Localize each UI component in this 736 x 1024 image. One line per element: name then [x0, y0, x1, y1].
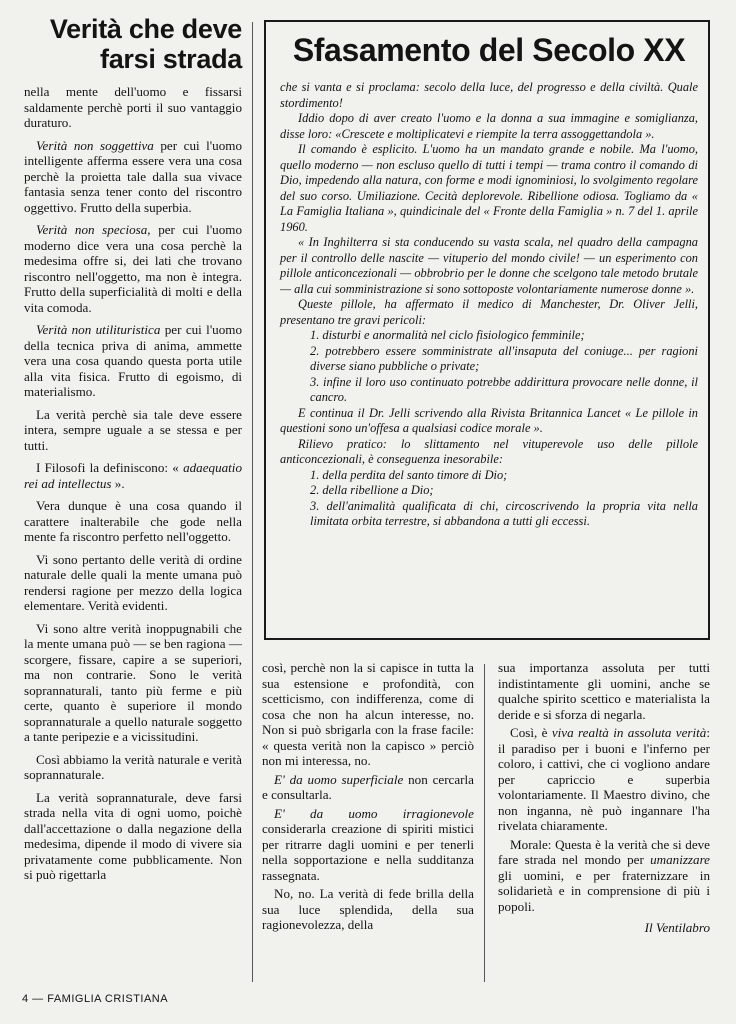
box-list-item: 1. della perdita del santo timore di Dio;: [310, 467, 508, 482]
left-paragraph: La verità soprannaturale, deve farsi strada nella vita di ogni uomo, poichè dall'accettazione o dalla negazione della medesima, dipende il modo di vivere sia privatamente come pubblicamente. Non si può rigettarla: [24, 789, 242, 882]
box-headline: Sfasamento del Secolo XX: [292, 32, 686, 68]
middle-paragraph: No, no. La verità di fede brilla della sua luce splendida, della sua ragionevolezza, della: [262, 886, 474, 932]
left-article-body: [24, 84, 242, 883]
column-divider: [484, 664, 485, 982]
box-list-item: 3. infine il loro uso continuato potrebbe addirittura provocare nelle donne, il cancro.: [310, 374, 698, 404]
right-paragraph: sua importanza assoluta per tutti indistintamente gli uomini, anche se qualche spirito scettico e materialista la deride e si sforza di negarla.: [498, 660, 710, 722]
left-paragraph: Vera dunque è una cosa quando il carattere inalterabile che gode nella mente fa riscontro perfetto nell'oggetto.: [24, 498, 242, 544]
left-paragraph: Verità non utilituristica per cui l'uomo della tecnica priva di anima, ammette vera una cosa quando questa porta utile alla vita fisica. Frutto di egoismo, di materialismo.: [24, 322, 243, 399]
boxed-article: [264, 20, 710, 640]
box-list-item: 1. disturbi e anormalità nel ciclo fisiologico femminile;: [310, 328, 585, 342]
middle-column: [262, 660, 474, 936]
left-headline: Verità che deve farsi strada: [49, 14, 242, 74]
box-list-item: 2. della ribellione a Dio;: [310, 483, 434, 497]
box-paragraph: che si vanta e si proclama: secolo della luce, del progresso e della civiltà. Quale stordimento!: [280, 80, 698, 110]
middle-paragraph: E' da uomo irragionevole considerarla creazione di spiriti mistici per ritrarre dagli uomini e per tenerli nella sopportazione e nella sudditanza rassegnata.: [262, 805, 474, 883]
signature: Il Ventilabro: [644, 920, 710, 935]
middle-paragraph: E' da uomo superficiale non cercarla e consultarla.: [262, 771, 474, 802]
left-article: [24, 14, 242, 890]
left-paragraph: Verità non soggettiva per cui l'uomo intelligente afferma essere vera una cosa perchè la proietta tale dalla sua vivace fantasia senza tener conto del riscontro oggettivo. Frutto della superbia.: [24, 137, 242, 215]
box-paragraph: Il comando è esplicito. L'uomo ha un mandato grande e nobile. Ma l'uomo, quello moderno — non escluso quello di tutti i tempi — trama contro il comando di Dio, impedendo alla natura, con forme e modi ignominiosi, lo svolgimento regolare del suo corso. Umiliazione. Cecità deplorevole. Ribellione odiosa. Togliamo da « La Famiglia Italiana », quindicinale del « Fronte della Famiglia » n. 7 del 1. aprile 1960.: [280, 142, 698, 234]
column-divider: [252, 22, 253, 982]
left-paragraph: I Filosofi la definiscono: « adaequatio rei ad intellectus ».: [24, 460, 242, 491]
box-paragraph: Rilievo pratico: lo slittamento nel vituperevole uso delle pillole anticoncezionali, è conseguenza inesorabile:: [280, 436, 698, 466]
box-paragraph: E continua il Dr. Jelli scrivendo alla Rivista Britannica Lancet « Le pillole in questioni sono un'offesa a qualsiasi codice morale ».: [280, 405, 698, 435]
box-list-item: 2. potrebbero essere somministrate all'insaputa del coniuge... per ragioni diverse siano pubbliche o private;: [310, 343, 698, 373]
page-folio: 4 — FAMIGLIA CRISTIANA: [22, 993, 169, 1005]
left-paragraph: nella mente dell'uomo e fissarsi saldamente perchè porti il suo vantaggio duraturo.: [24, 84, 242, 130]
middle-paragraph: così, perchè non la si capisce in tutta la sua estensione e profondità, con scetticismo, con indifferenza, come di cosa che non ha alcun interesse, no. Non si può sbrigarla con la frase facile: « questa verità non la capisco » perciò non mi interessa, no.: [262, 660, 474, 768]
right-column: [498, 660, 710, 939]
left-paragraph: Verità non speciosa, per cui l'uomo moderno dice vera una cosa perchè la medesima offre si, dei lati che trovano riscontro nell'oggetto, ma non è integra. Frutto della superficialità di molti e della vita comoda.: [24, 222, 242, 315]
left-paragraph: La verità perchè sia tale deve essere intera, sempre uguale a se stessa e per tutti.: [24, 406, 242, 453]
box-paragraph: « In Inghilterra si sta conducendo su vasta scala, nel quadro della campagna per il controllo delle nascite — vituperio del mondo civile! — un esperimento con pillole anticoncezionali — obbrobrio per le donne che scelgono tale metodo brutale — alla cui somministrazione si sono sottoposte volontariamente numerose donne ».: [280, 235, 698, 296]
right-paragraph: Così, è viva realtà in assoluta verità: il paradiso per i buoni e l'inferno per coloro, i cattivi, che ci vogliono andare per capriccio e superbia volontariamente. Il Maestro divino, che non inganna, nè può ingannare l'ha rivelata chiaramente.: [498, 725, 710, 833]
box-paragraph: Queste pillole, ha affermato il medico di Manchester, Dr. Oliver Jelli, presentano tre gravi pericoli:: [280, 297, 698, 327]
box-list-item: 3. dell'animalità qualificata di chi, circoscrivendo la propria vita nella limitata orbita terrestre, si abbandona a tutti gli eccessi.: [310, 498, 698, 528]
right-paragraph: Morale: Questa è la verità che si deve fare strada nel mondo per umanizzare gli uomini, e per fraternizzare in solidarietà e in comprensione di più i popoli.: [498, 836, 710, 914]
left-paragraph: Così abbiamo la verità naturale e verità soprannaturale.: [24, 751, 242, 782]
left-paragraph: Vi sono altre verità inoppugnabili che la mente umana può — se ben ragiona — scorgere, fissare, capire a se superiori, ma non contrarie. Sono le verità soprannaturali, tanto più ferme e più certe, quanto è superiore il mondo soprannaturale a quello naturale soggetto a tante peripezie e a vicissitudini.: [24, 620, 242, 744]
left-paragraph: Vi sono pertanto delle verità di ordine naturale delle quali la mente umana può rendersi ragione per mezzo della logica elementare. Verità evidenti.: [24, 551, 242, 613]
box-paragraph: Iddio dopo di aver creato l'uomo e la donna a sua immagine e somiglianza, disse loro: «Crescete e moltiplicatevi e riempite la terra assoggettandola ».: [280, 111, 698, 141]
